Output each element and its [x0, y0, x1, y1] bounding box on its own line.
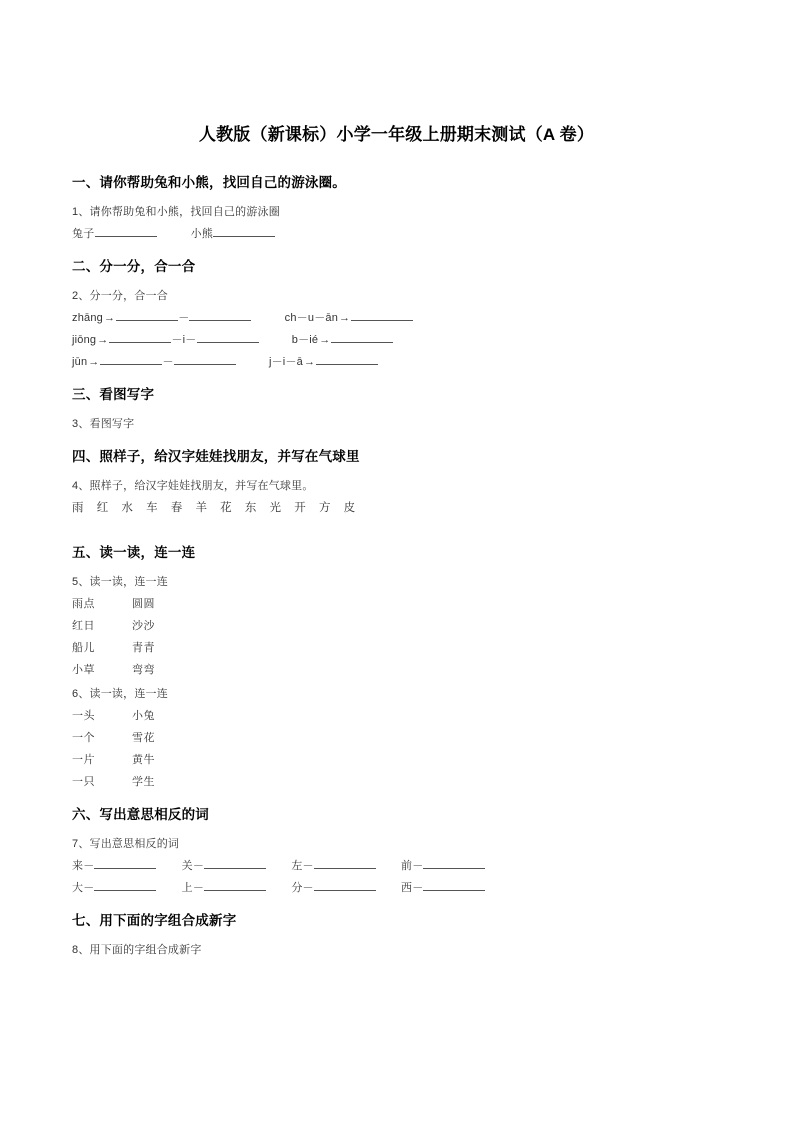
- answer-blank-bear[interactable]: [213, 225, 275, 237]
- opposite-item: 西－: [401, 879, 485, 895]
- match-pair-row: [72, 661, 721, 677]
- question-8-label: 8、用下面的字组合成新字: [72, 944, 202, 956]
- section-heading-4: 四、照样子，给汉字娃娃找朋友，并写在气球里: [72, 449, 360, 464]
- question-3-label: 3、看图写字: [72, 418, 135, 430]
- opposite-item: 关－: [182, 857, 266, 873]
- match-left-item: 一头: [72, 710, 95, 722]
- match-pair-row: [72, 751, 721, 767]
- question-2-label: 2、分一分，合一合: [72, 290, 168, 302]
- opposite-blank[interactable]: [314, 879, 376, 891]
- question-7-label: 7、写出意思相反的词: [72, 838, 180, 850]
- question-1-answers: [72, 225, 721, 241]
- match-right-item: 青青: [132, 642, 155, 654]
- pinyin-blank-1b[interactable]: [189, 309, 251, 321]
- opposites-row-1: [72, 857, 721, 873]
- match-left-item: 红日: [72, 620, 95, 632]
- pinyin-item-chuan: ch－u－ān→: [285, 309, 414, 325]
- opposite-blank[interactable]: [423, 879, 485, 891]
- match-pair-row: [72, 773, 721, 789]
- pinyin-row-1: [72, 309, 721, 325]
- question-4-label: 4、照样子，给汉字娃娃找朋友，并写在气球里。: [72, 480, 314, 492]
- match-left-item: 小草: [72, 664, 95, 676]
- pinyin-item-bie: b－ié→: [292, 331, 394, 347]
- match-left-item: 一只: [72, 776, 95, 788]
- opposite-item: 上－: [182, 879, 266, 895]
- match-right-item: 圆圆: [132, 598, 155, 610]
- pinyin-blank-2c[interactable]: [331, 331, 393, 343]
- section-heading-5: 五、读一读，连一连: [72, 545, 196, 560]
- opposite-blank[interactable]: [94, 879, 156, 891]
- match-left-item: 雨点: [72, 598, 95, 610]
- opposites-row-2: [72, 879, 721, 895]
- question-5-label: 5、读一读，连一连: [72, 576, 168, 588]
- pinyin-item-jia: j－i－ā→: [269, 353, 378, 369]
- section-heading-6: 六、写出意思相反的词: [72, 807, 209, 822]
- answer-blank-rabbit[interactable]: [95, 225, 157, 237]
- page-title: 人教版（新课标）小学一年级上册期末测试（A 卷）: [198, 125, 595, 144]
- match-right-item: 沙沙: [132, 620, 155, 632]
- match-pair-row: [72, 729, 721, 745]
- pinyin-item-zhang: zhāng→ －: [72, 309, 251, 325]
- pinyin-blank-1a[interactable]: [116, 309, 178, 321]
- opposite-item: 大－: [72, 879, 156, 895]
- opposite-blank[interactable]: [423, 857, 485, 869]
- opposite-blank[interactable]: [204, 857, 266, 869]
- pinyin-blank-1c[interactable]: [351, 309, 413, 321]
- pinyin-blank-3b[interactable]: [174, 353, 236, 365]
- opposite-blank[interactable]: [314, 857, 376, 869]
- match-left-item: 船儿: [72, 642, 95, 654]
- match-right-item: 黄牛: [132, 754, 155, 766]
- match-left-item: 一片: [72, 754, 95, 766]
- opposite-item: 分－: [291, 879, 375, 895]
- section-heading-1: 一、请你帮助兔和小熊，找回自己的游泳圈。: [72, 175, 346, 190]
- match-right-item: 学生: [132, 776, 155, 788]
- question-1-label: 1、请你帮助兔和小熊，找回自己的游泳圈: [72, 206, 280, 218]
- answer-label-bear: 小熊: [190, 228, 214, 240]
- character-bank: 雨 红 水 车 春 羊 花 东 光 开 方 皮: [72, 502, 361, 514]
- match-pair-row: [72, 617, 721, 633]
- pinyin-item-jun: jūn→ －: [72, 353, 236, 369]
- pinyin-item-jiong: jiōng→ －i－: [72, 331, 259, 347]
- section-heading-7: 七、用下面的字组合成新字: [72, 913, 237, 928]
- match-right-item: 弯弯: [132, 664, 155, 676]
- opposite-item: 前－: [401, 857, 485, 873]
- question-6-label: 6、读一读，连一连: [72, 688, 168, 700]
- pinyin-blank-2a[interactable]: [109, 331, 171, 343]
- opposite-blank[interactable]: [204, 879, 266, 891]
- match-right-item: 小兔: [132, 710, 155, 722]
- pinyin-blank-3a[interactable]: [100, 353, 162, 365]
- answer-label-rabbit: 兔子: [72, 228, 95, 240]
- match-pair-row: [72, 595, 721, 611]
- match-left-item: 一个: [72, 732, 95, 744]
- pinyin-row-2: [72, 331, 721, 347]
- match-pair-row: [72, 639, 721, 655]
- match-pair-row: [72, 707, 721, 723]
- pinyin-row-3: [72, 353, 721, 369]
- opposite-item: 左－: [291, 857, 375, 873]
- opposite-blank[interactable]: [94, 857, 156, 869]
- pinyin-blank-3c[interactable]: [316, 353, 378, 365]
- pinyin-blank-2b[interactable]: [197, 331, 259, 343]
- section-heading-3: 三、看图写字: [72, 387, 155, 402]
- section-heading-2: 二、分一分，合一合: [72, 259, 196, 274]
- match-right-item: 雪花: [132, 732, 155, 744]
- opposite-item: 来－: [72, 857, 156, 873]
